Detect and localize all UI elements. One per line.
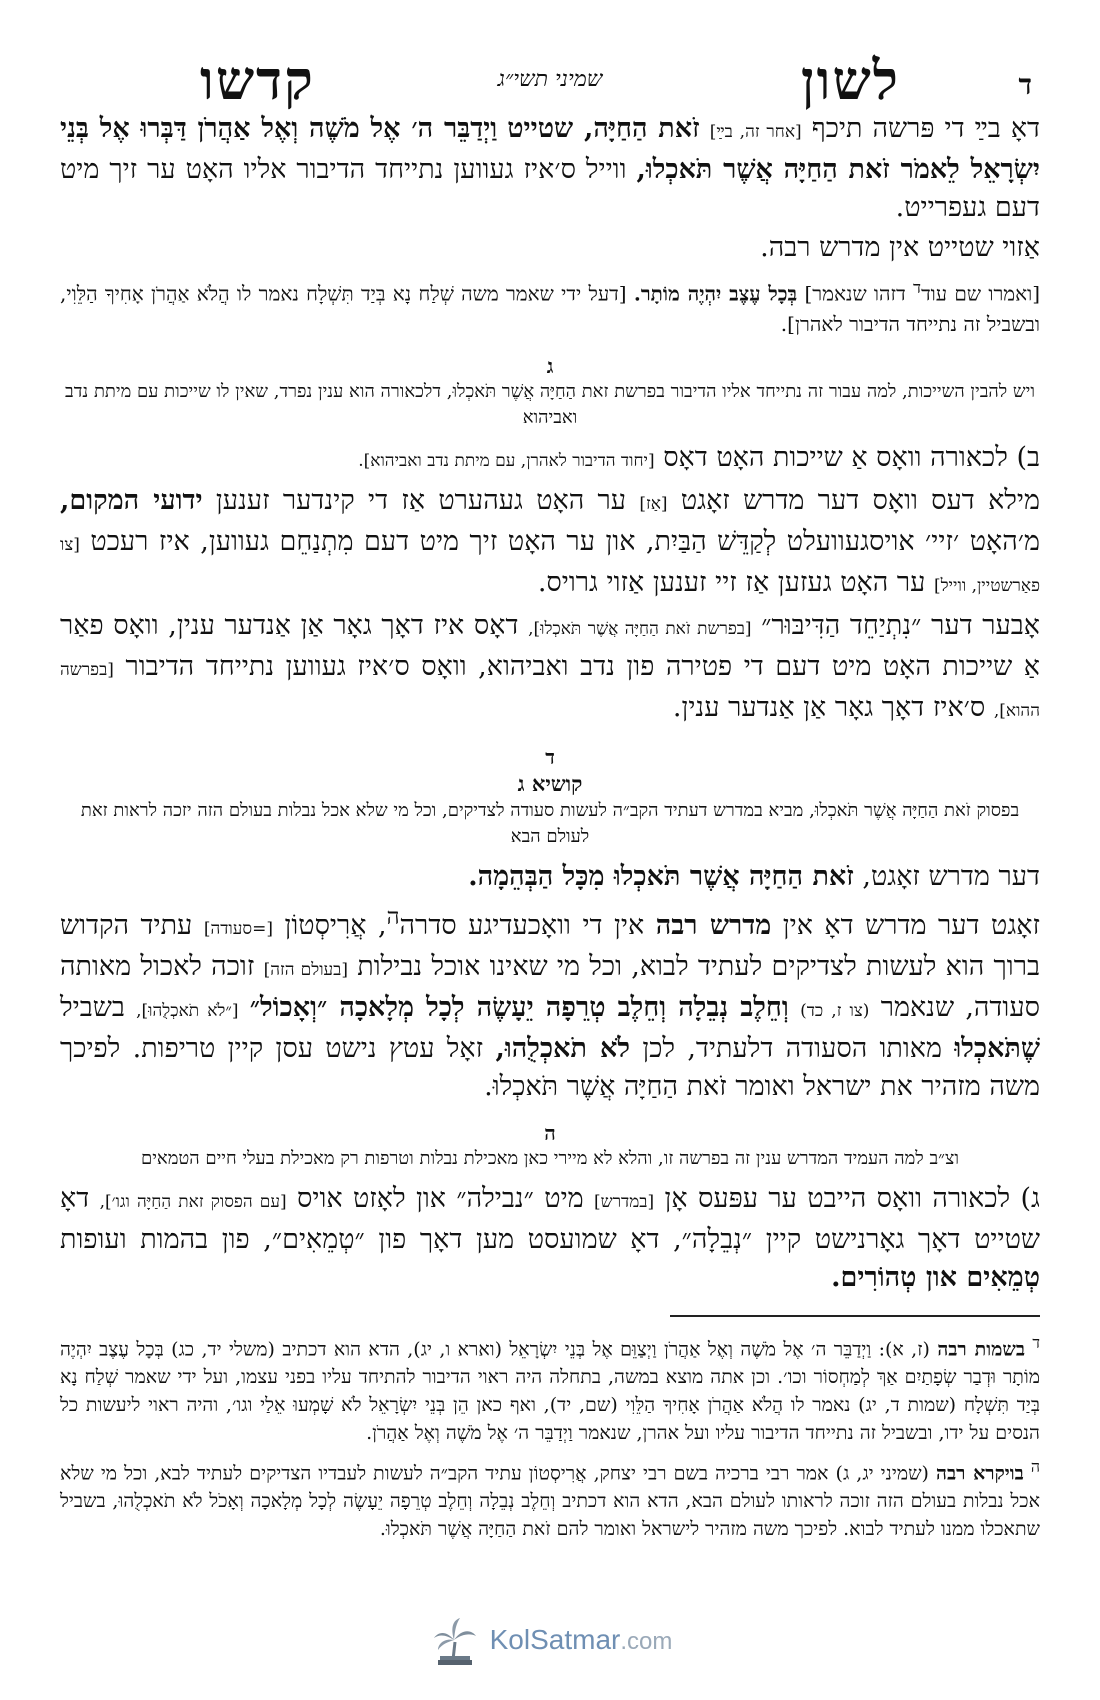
section-he-heading: ה וצ״ב למה העמיד המדרש ענין זה בפרשה זו, והלא לא מיירי כאן מאכילת נבלות וטרפות רק מאכילת בעלי חיים הטמאים (140, 1120, 959, 1169)
running-title-left: קדשו (200, 48, 315, 112)
section-gimel-heading: ג ויש להבין השייכות, למה עבור זה נתייחד אליו הדיבור בפרשת זאת הַחַיָּה אֲשֶׁר תֹּאכְלוּ, דלכאורה הוא ענין נפרד, שאין לו שייכות עם מיתת נדב ואביהוא (65, 353, 1035, 428)
running-title-center: שמיני תשי״ג (497, 67, 603, 92)
logo-brand: KolSatmar (489, 1624, 621, 1655)
footnote-1: $^ד$ בשמות רבה (ז, א): וַיְדַבֵּר ה׳ אֶל מֹשֶׁה וְאֶל אַהֲרֹן וַיְצַוֵּם אֶל בְּנֵי יִשְׂרָאֵל (וארא ו, יג), הדא הוא דכתיב (משלי יד, כג) בְּכָל עֶצֶב יִהְיֶה מוֹתָר וּדְבַר שְׂפָתַיִם אַךְ לְמַחְסוֹר וכו׳. וכן אתה מוצא במשה, בתחלה היה ראוי הדיבור להתיחד עליו בפני עצמו, ועל ידי שאמר שְׁלַח נָא בְּיַד תִּשְׁלָח (שמות ד, יג) נאמר לו הֲלֹא אַהֲרֹן אָחִיךָ הַלֵּוִי (שם, יד), ואף כאן הֵן בְּנֵי יִשְׂרָאֵל לֹא שָׁמְעוּ אֵלַי וגו׳, והיה ראוי ליעשות כל הנסים על ידו, ובשביל זה נתייחד הדיבור עליו ועל אהרן, שנאמר וַיְדַבֵּר ה׳ אֶל מֹשֶׁה וְאֶל אַהֲרֹן. (60, 1332, 1040, 1444)
section-dalet-paragraph-1: דער מדרש זאָגט, זֹאת הַחַיָּה אֲשֶׁר תֹּאכְלוּ מִכָּל הַבְּהֵמָה. (468, 860, 1040, 892)
page-number: ד (1018, 68, 1032, 101)
logo-suffix: .com (620, 1628, 673, 1655)
intro-note: [ואמרו שם עוד$^ד$ דזהו שנאמר] בְּכָל עֶצֶב יִהְיֶה מוֹתָר. [דעל ידי שאמר משה שְׁלַח נָא בְּיַד תִּשְׁלָח נאמר לו הֲלֹא אַהֲרֹן אָחִיךָ הַלֵּוִי, ובשביל זה נתייחד הדיבור לאהרן]. (60, 278, 1041, 336)
section-gimel-paragraph-3: אָבער דער ״נִתְיַחֵד הַדִּיבּוּר״ [בפרשת זֹאת הַחַיָּה אֲשֶׁר תֹּאכְלוּ], דאָס איז דאָך גאָר אַן אַנדער ענין, וואָס פאַר אַ שייכות האָט מיט דעם די פטירה פון נדב ואביהוא, וואָס ס׳איז געווען נתייחד הדיבור [בפרשה ההוא], ס׳איז דאָך גאָר אַן אַנדער ענין. (60, 609, 1040, 723)
running-title-right: לשון (800, 48, 900, 112)
section-gimel-body (60, 439, 1040, 730)
section-gimel-paragraph-2: מילא דעס וואָס דער מדרש זאָגט [אַז] ער האָט געהערט אַז די קינדער זענען ידועי המקום, מ׳האָט ׳זיי׳ אויסגעוועלט לְקַדֵּשׁ הַבַּיִת, און ער האָט זיך מיט דעם מִתְנַחֵם געווען, איז רעכט [צו פאַרשטיין, ווייל] ער האָט געזען אַז זיי זענען אַזוי גרויס. (60, 484, 1040, 598)
intro-paragraph-2: אַזוי שטייט אין מדרש רבה. (760, 232, 1040, 263)
page (60, 40, 1040, 1543)
section-dalet-paragraph-2: זאָגט דער מדרש דאָ אין מדרש רבה אין די וואָכעדיגע סדרה$^ה$, אֲרִיסְטוֹן [=סעודה] עתיד הקדוש ברוך הוא לעשות לצדיקים לעתיד לבוא, וכל מי שאינו אוכל נבילות [בעולם הזה] זוכה לאכול מאותה סעודה, שנאמר (צו ז, כד) וְחֵלֶב נְבֵלָה וְחֵלֶב טְרֵפָה יֵעָשֶׂה לְכָל מְלָאכָה ״וְאָכוֹל״ [״לֹא תֹאכְלֻהוּ], בשביל שֶׁתֹּאכְלוּ מאותו הסעודה דלעתיד, לכן לֹא תֹאכְלֻהוּ, זאָל עטץ נישט עסן קיין טריפות. לפיכך משה מזהיר את ישראל ואומר זֹאת הַחַיָּה אֲשֶׁר תֹּאכְלוּ. (60, 903, 1040, 1102)
palm-tree-books-icon (428, 1612, 482, 1668)
site-logo[interactable] (0, 1612, 1100, 1672)
footnotes (60, 1329, 1040, 1544)
intro-section (60, 110, 1040, 267)
page-header (60, 40, 1040, 110)
section-he-paragraph-1: ג) לכאורה וואָס הייבט ער עפּעס אָן [במדרש] מיט ״נבילה״ און לאָזט אויס [עם הפסוק זאת הַחַיָּה וגו׳], דאָ שטייט דאָך גאָרנישט קיין ״נְבֵלָה״, דאָ שמועסט מען דאָך פון ״טְמֵאִים״, פון בהמות ועופות טְמֵאִים און טְהוֹרִים. (60, 1182, 1040, 1293)
section-dalet-heading: ד קושיא ג בפסוק זֹאת הַחַיָּה אֲשֶׁר תֹּאכְלוּ, מביא במדרש דעתיד הקב״ה לעשות סעודה לצדיקים, וכל מי שלא אכל נבלות בעולם הזה יזכה לראות זאת לעולם הבא (80, 744, 1020, 847)
section-dalet-body (60, 858, 1040, 1106)
section-gimel-paragraph-1: ב) לכאורה וואָס אַ שייכות האָט דאָס [יחוד הדיבור לאהרן, עם מיתת נדב ואביהוא]. (358, 441, 1040, 473)
intro-paragraph-1: דאָ בײַ די פּרשה תיכף [אחר זה, בײַ] זֹאת הַחַיָּה, שטייט וַיְדַבֵּר ה׳ אֶל מֹשֶׁה וְאֶל אַהֲרֹן דַּבְּרוּ אֶל בְּנֵי יִשְׂרָאֵל לֵאמֹר זֹאת הַחַיָּה אֲשֶׁר תֹּאכְלוּ, ווייל ס׳איז געווען נתייחד הדיבור אליו האָט ער זיך מיט דעם געפרייט. (60, 113, 1041, 223)
section-he-body (60, 1180, 1040, 1297)
footnote-divider (670, 1315, 1040, 1317)
footnote-2: $^ה$ בויקרא רבה (שמיני יג, ג) אמר רבי ברכיה בשם רבי יצחק, אֲרִיסְטוֹן עתיד הקב״ה לעשות לעבדיו הצדיקים לעתיד לבא, וכל מי שלא אכל נבלות בעולם הזה זוכה לראותו לעולם הבא, הדא הוא דכתיב וְחֵלֶב נְבֵלָה וְחֵלֶב טְרֵפָה יֵעָשֶׂה לְכָל מְלָאכָה וְאָכֹל לֹא תֹאכְלֻהוּ, בשביל שתאכלו ממנו לעתיד לבוא. לפיכך משה מזהיר לישראל ואומר להם זֹאת הַחַיָּה אֲשֶׁר תֹּאכְלוּ. (60, 1456, 1040, 1541)
